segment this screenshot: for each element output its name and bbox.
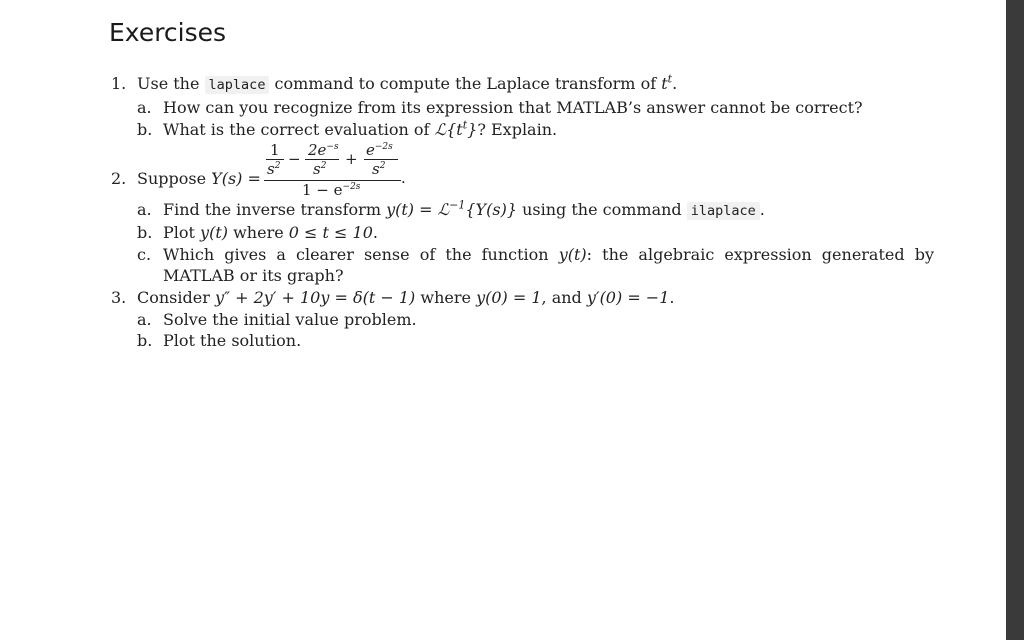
exercise-2a: a. Find the inverse transform y(t) = ℒ$^{-1}${Y(s)} using the command ilaplace .	[137, 198, 765, 219]
math-t: $t^t$	[661, 72, 673, 93]
exercise-3a: a. Solve the initial value problem.	[137, 310, 417, 329]
exercise-2b: b. Plot y(t) where 0 ≤ t ≤ 10.	[137, 223, 378, 242]
exercise-3: 3. Consider y″ + 2y′ + 10y = δ(t − 1) where y(0) = 1, and y′(0) = −1.	[111, 288, 675, 307]
exercise-1b: b. What is the correct evaluation of $ℒ\{t^t\}$? Explain.	[137, 118, 558, 139]
exercise-2-intro: 2. Suppose Y(s) =	[111, 169, 261, 188]
exercise-3b: b. Plot the solution.	[137, 331, 302, 350]
ilaplace-code: ilaplace	[687, 202, 760, 220]
exercise-2c: c. Which gives a clearer sense of the function y(t): the algebraic expression generated by	[137, 245, 934, 264]
laplace-code: laplace	[205, 76, 270, 94]
scrollbar[interactable]	[1006, 0, 1024, 640]
page-title: Exercises	[109, 18, 227, 47]
exercise-2c-cont: MATLAB or its graph?	[163, 266, 344, 285]
exercise-1a: a. How can you recognize from its expression that MATLAB’s answer cannot be correct?	[137, 98, 863, 117]
exercise-1: 1. Use the laplace command to compute the Laplace transform of $t^t$.	[111, 72, 678, 93]
